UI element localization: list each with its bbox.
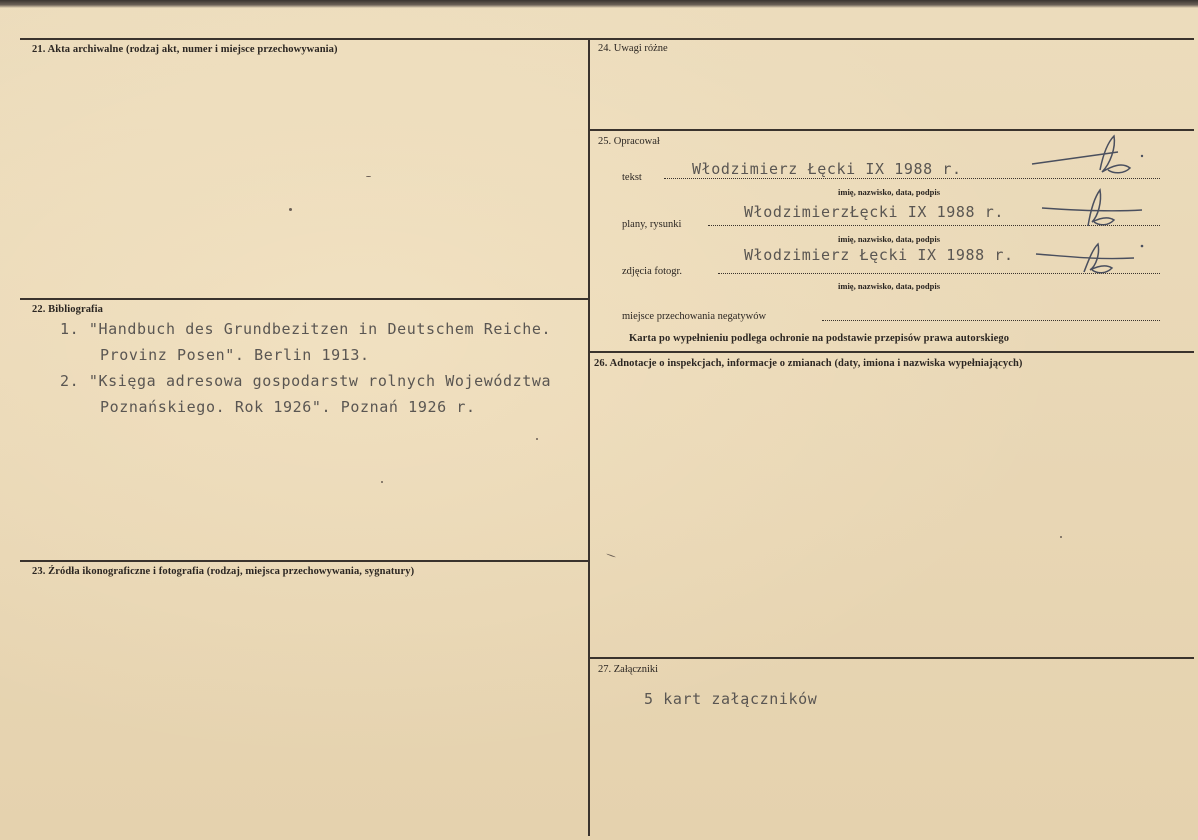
section-23-label: 23. Źródła ikonograficzne i fotografia (rodzaj, miejsca przechowywania, sygnatury) <box>32 566 415 577</box>
bibliography-entry-1-line-2: Provinz Posen". Berlin 1913. <box>100 346 370 364</box>
rule-22-23 <box>20 560 589 562</box>
bibliography-entry-2-line-1: 2. "Księga adresowa gospodarstw rolnych Województwa <box>60 372 552 390</box>
signature-zdjecia <box>1034 236 1150 280</box>
row-plany-label: plany, rysunki <box>622 219 682 230</box>
center-divider <box>588 38 590 836</box>
signature-plany <box>1040 182 1150 232</box>
section-22-label: 22. Bibliografia <box>32 304 104 315</box>
paper-speck <box>289 208 292 211</box>
row-zdjecia-value: Włodzimierz Łęcki IX 1988 r. <box>744 246 1014 264</box>
row-zdjecia-label: zdjęcia fotogr. <box>622 266 683 277</box>
row-tekst-value: Włodzimierz Łęcki IX 1988 r. <box>692 160 962 178</box>
row-plany-caption: imię, nazwisko, data, podpis <box>838 234 941 244</box>
row-zdjecia-caption: imię, nazwisko, data, podpis <box>838 281 941 291</box>
rule-25-26 <box>589 351 1194 353</box>
bibliography-entry-2-line-2: Poznańskiego. Rok 1926". Poznań 1926 r. <box>100 398 476 416</box>
rule-26-27 <box>589 657 1194 659</box>
bibliography-entry-1-line-1: 1. "Handbuch des Grundbezitzen in Deutschem Reiche. <box>60 320 552 338</box>
paper-speck <box>606 553 616 557</box>
attachments-value: 5 kart załączników <box>644 690 818 708</box>
section-24-label: 24. Uwagi różne <box>598 43 668 54</box>
section-25-label: 25. Opracował <box>598 136 660 147</box>
negatives-line <box>822 320 1160 321</box>
section-21-label: 21. Akta archiwalne (rodzaj akt, numer i miejsce przechowywania) <box>32 44 338 55</box>
row-plany-value: WłodzimierzŁęcki IX 1988 r. <box>744 203 1005 221</box>
paper-speck <box>1060 536 1062 538</box>
row-tekst-label: tekst <box>622 172 642 183</box>
copyright-note: Karta po wypełnieniu podlega ochronie na podstawie przepisów prawa autorskiego <box>629 333 1010 344</box>
paper-speck <box>536 438 538 440</box>
negatives-label: miejsce przechowania negatywów <box>622 311 767 322</box>
card-top-edge <box>0 0 1198 8</box>
rule-21-22 <box>20 298 589 300</box>
section-26-label: 26. Adnotacje o inspekcjach, informacje o zmianach (daty, imiona i nazwiska wypełniających) <box>594 358 1023 369</box>
paper-speck <box>381 481 383 483</box>
top-rule <box>20 38 1194 40</box>
row-tekst-caption: imię, nazwisko, data, podpis <box>838 187 941 197</box>
paper-speck <box>366 176 371 177</box>
section-27-label: 27. Załączniki <box>598 664 659 675</box>
signature-tekst <box>1030 130 1150 185</box>
